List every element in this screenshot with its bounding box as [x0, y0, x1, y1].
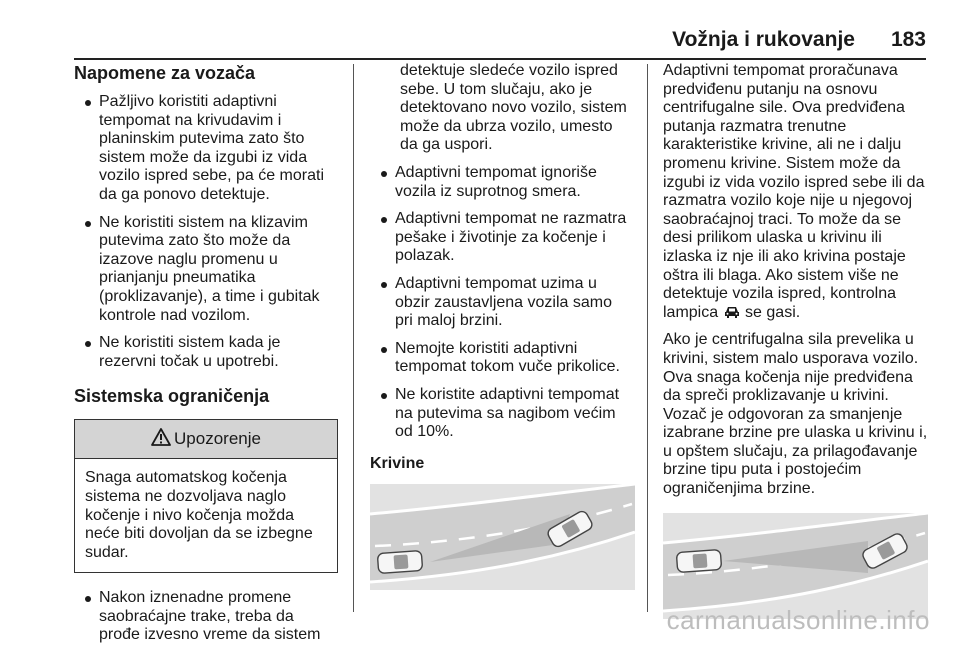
- curve-illustration-1: [370, 484, 635, 590]
- page-header: [672, 28, 926, 52]
- warning-box: [74, 419, 338, 573]
- list-item: Nakon iznenadne promene saobraćajne trake, treba da prođe izvesno vreme da sistem: [74, 589, 338, 645]
- limits-list: [74, 589, 338, 645]
- paragraph: Ako je centrifugalna sila prevelika u krivini, sistem malo usporava vozilo. Ova snaga kočenja nije predviđena da spreči proklizavanje u krivini. Vozač je odgovoran za smanjenje izabrane brzine pre ulaska u krivinu i, u opštem slučaju, za prilagođavanje brzine tipu puta i postojećim ograničenjima brzine.: [663, 331, 928, 498]
- column-2: [370, 62, 634, 590]
- column-1: [74, 62, 338, 654]
- limits-list-continued: [370, 164, 634, 442]
- warning-triangle-icon: [151, 428, 171, 446]
- list-item: Nemojte koristiti adaptivni tempomat tokom vuče prikolice.: [370, 340, 634, 377]
- column-3: [663, 62, 929, 619]
- list-item: Adaptivni tempomat ne razmatra pešake i životinje za kočenje i polazak.: [370, 210, 634, 266]
- curve-road-figure: [663, 513, 928, 619]
- curve-road-figure: [370, 484, 635, 590]
- paragraph-text: Adaptivni tempomat proračunava predviđenu putanju na osnovu centrifugalne sile. Ova predviđena putanja razmatra trenutne karakteristike krivine, ali ne i dalju promenu krivine. Sistem može da izgubi iz vida vozilo ispred sebe ili da razmatra vozilo koje nije u njegovoj saobraćajnoj traci. To može da se desi prilikom ulaska u krivinu ili izlaska iz nje ili ako krivina postaje oštra ili blaga. Ako sistem više ne detektuje vozila ispred, kontrolna lampica: [663, 62, 925, 321]
- list-item: Pažljivo koristiti adaptivni tempomat na krivudavim i planinskim putevima zato što sistem može da izgubi iz vida vozilo ispred sebe, pa će morati da ga ponovo detektuje.: [74, 93, 338, 205]
- list-item: Ne koristiti sistem na klizavim putevima zato što može da izazove naglu promenu u prianjanju pneumatika (proklizavanje), a time i gubitak kontrole nad vozilom.: [74, 214, 338, 326]
- page-number: 183: [890, 28, 926, 51]
- list-item: Adaptivni tempomat ignoriše vozila iz suprotnog smera.: [370, 164, 634, 201]
- warning-body: Snaga automatskog kočenja sistema ne dozvoljava naglo kočenje i nivo kočenja možda neće biti dovoljan da se izbegne sudar.: [85, 469, 313, 561]
- header-rule: [74, 58, 926, 60]
- continued-text: detektuje sledeće vozilo ispred sebe. U tom slučaju, ako je detektovano novo vozilo, sistem može da ubrza vozilo, umesto da ga uspori.: [400, 62, 627, 154]
- page-title: Vožnja i rukovanje: [672, 28, 855, 51]
- list-item: Adaptivni tempomat uzima u obzir zaustavljena vozila samo pri maloj brzini.: [370, 275, 634, 331]
- section-heading-curves: Krivine: [370, 454, 425, 472]
- watermark: carmanualsonline.info: [666, 605, 930, 635]
- column-divider: [647, 64, 648, 612]
- column-divider: [353, 64, 354, 612]
- list-item: Ne koristiti sistem kada je rezervni točak u upotrebi.: [74, 334, 338, 371]
- section-heading-limits: Sistemska ograničenja: [74, 386, 270, 407]
- curve-illustration-2: [663, 513, 928, 619]
- warning-title-bar: [75, 420, 337, 459]
- list-item: Ne koristite adaptivni tempomat na putevima sa nagibom većim od 10%.: [370, 386, 634, 442]
- paragraph: [663, 62, 929, 322]
- section-heading-notes: Napomene za vozača: [74, 63, 256, 83]
- vehicle-ahead-icon: [723, 305, 741, 319]
- notes-list: [74, 93, 338, 371]
- paragraph-text: se gasi.: [745, 303, 801, 321]
- warning-title: Upozorenje: [174, 429, 261, 449]
